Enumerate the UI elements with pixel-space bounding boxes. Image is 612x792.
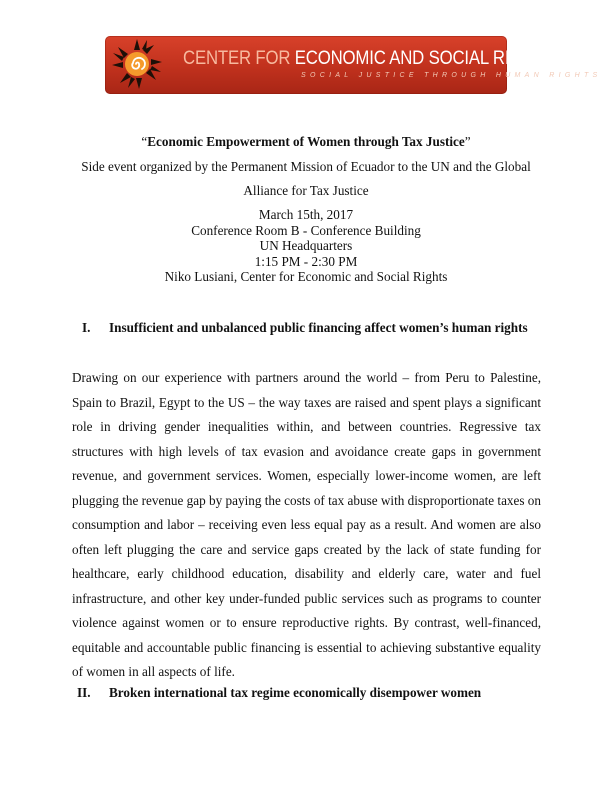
event-time: 1:15 PM - 2:30 PM: [254, 253, 358, 269]
event-venue: UN Headquarters: [259, 238, 353, 253]
event-date: March 15th, 2017: [258, 207, 354, 222]
section-heading-2: [77, 685, 481, 701]
organization-banner: [105, 36, 602, 94]
banner-title: CENTER FOR ECONOMIC AND SOCIAL RIGHTS: [183, 47, 556, 69]
section-number: I.: [82, 320, 91, 335]
section-number: II.: [77, 685, 91, 700]
section-title: Broken international tax regime economically disempower women: [109, 685, 482, 700]
event-organizer-line-1: Side event organized by the Permanent Mission of Ecuador to the UN and the Global: [81, 159, 531, 174]
banner-tagline: SOCIAL JUSTICE THROUGH HUMAN RIGHTS: [301, 72, 602, 79]
section-heading-1: [82, 320, 528, 336]
section-title: Insufficient and unbalanced public financing affect women’s human rights: [109, 320, 528, 335]
event-details: [60, 207, 552, 285]
event-organizer-line-2: Alliance for Tax Justice: [243, 183, 369, 198]
sun-spiral-logo-icon: [111, 38, 163, 90]
document-title: “Economic Empowerment of Women through Tax Justice”: [141, 134, 471, 149]
section-1-paragraph: Drawing on our experience with partners around the world – from Peru to Palestine, Spain to Brazil, Egypt to the US – the way taxes are raised and spent plays a significant role in driving gender inequalities within, and between countries. Regressive tax structures with high levels of tax evasion and avoidance create gaps in government revenue, and government services. Women, especially lower-income women, are left plugging the revenue gap by paying the costs of tax abuse with disproportionate taxes on consumption and labor – receiving even less equal pay as a result. And women are also often left plugging the care and service gaps created by the lack of state funding for healthcare, early childhood education, disability and elderly care, water and fuel infrastructure, and other key under-funded public services such as programs to counter violence against women or to ensure reproductive rights. By contrast, well-financed, equitable and accountable public financing is essential to achieving substantive equality of women in all aspects of life.: [72, 370, 541, 679]
event-room: Conference Room B - Conference Building: [191, 222, 421, 238]
event-speaker: Niko Lusiani, Center for Economic and Social Rights: [164, 269, 448, 284]
